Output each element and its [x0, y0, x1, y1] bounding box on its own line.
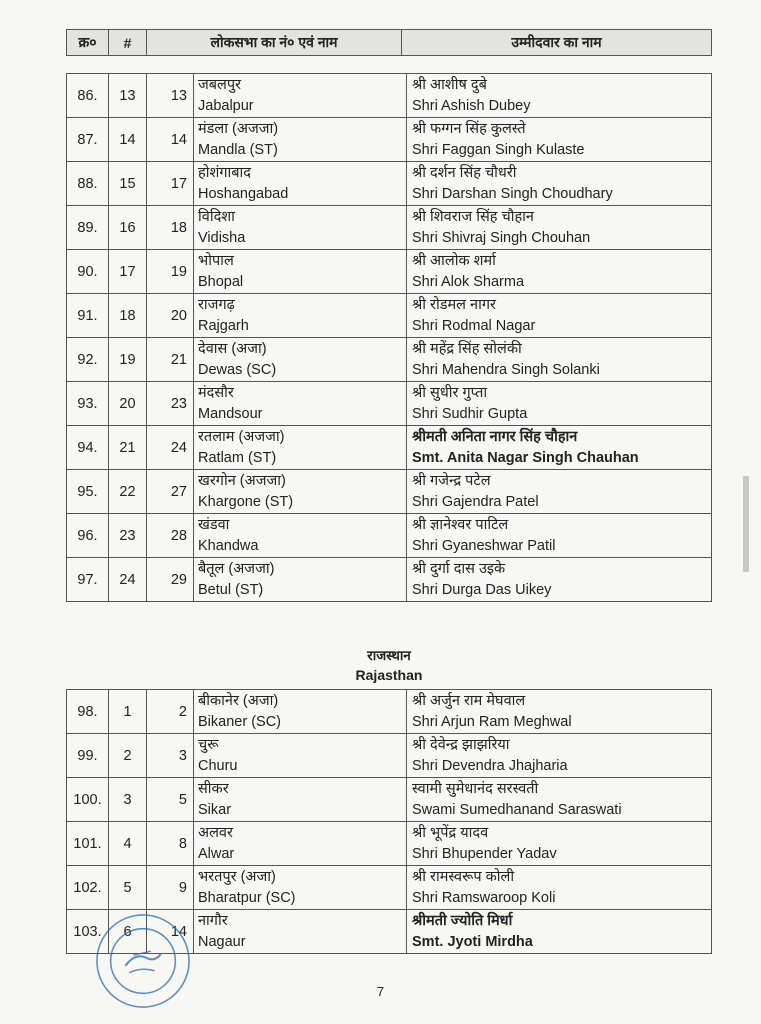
constituency-name-english: Bhopal: [198, 274, 244, 290]
state-seq-number: 3: [109, 778, 147, 822]
constituency-name-hindi: मंडला (अजजा): [198, 121, 279, 137]
constituency-name-hindi: रतलाम (अजजा): [198, 429, 285, 445]
candidate-name-hindi: श्री देवेन्द्र झाझरिया: [412, 737, 510, 753]
constituency-number: 14: [147, 118, 194, 162]
table-row: [67, 206, 712, 250]
serial-number: 94.: [67, 426, 109, 470]
table-row: [67, 162, 712, 206]
state-seq-number: 24: [109, 558, 147, 602]
serial-number: 88.: [67, 162, 109, 206]
table-row: [67, 74, 712, 118]
candidate-cell: [407, 514, 712, 558]
candidate-name-hindi: श्री ज्ञानेश्वर पाटिल: [412, 517, 509, 533]
constituency-name-english: Mandla (ST): [198, 142, 278, 158]
constituency-name-hindi: बैतूल (अजजा): [198, 561, 275, 577]
constituency-name-english: Betul (ST): [198, 582, 264, 598]
header-constituency: लोकसभा का नं० एवं नाम: [147, 30, 402, 56]
table-row: [67, 382, 712, 426]
constituency-name-hindi: देवास (अजा): [198, 341, 267, 357]
constituency-name-hindi: विदिशा: [198, 209, 235, 225]
table-row: [67, 866, 712, 910]
constituency-number: 14: [147, 910, 194, 954]
constituency-name-hindi: राजगढ़: [198, 297, 235, 313]
state-seq-number: 22: [109, 470, 147, 514]
constituency-number: 27: [147, 470, 194, 514]
candidate-cell: [407, 382, 712, 426]
constituency-cell: [194, 514, 407, 558]
state-seq-number: 6: [109, 910, 147, 954]
table-row: [67, 470, 712, 514]
table-row: [67, 690, 712, 734]
serial-number: 99.: [67, 734, 109, 778]
candidate-name-hindi: श्री रोडमल नागर: [412, 297, 496, 313]
state-heading-english: Rajasthan: [355, 667, 423, 683]
candidate-cell: [407, 294, 712, 338]
serial-number: 91.: [67, 294, 109, 338]
candidate-name-english: Shri Arjun Ram Meghwal: [412, 714, 572, 730]
constituency-name-english: Khandwa: [198, 538, 259, 554]
constituency-name-english: Churu: [198, 758, 238, 774]
serial-number: 90.: [67, 250, 109, 294]
constituency-name-hindi: बीकानेर (अजा): [198, 693, 279, 709]
candidate-name-hindi: श्री रामस्वरूप कोली: [412, 869, 515, 885]
constituency-number: 23: [147, 382, 194, 426]
candidate-name-hindi: श्री महेंद्र सिंह सोलंकी: [412, 341, 522, 357]
candidate-name-english: Shri Ashish Dubey: [412, 98, 531, 114]
constituency-name-hindi: अलवर: [198, 825, 233, 841]
constituency-cell: [194, 778, 407, 822]
constituency-cell: [194, 734, 407, 778]
serial-number: 96.: [67, 514, 109, 558]
candidate-name-hindi: श्री सुधीर गुप्ता: [412, 385, 488, 401]
candidate-name-hindi: श्री फग्गन सिंह कुलस्ते: [412, 121, 526, 137]
constituency-number: 28: [147, 514, 194, 558]
constituency-number: 8: [147, 822, 194, 866]
state-seq-number: 15: [109, 162, 147, 206]
constituency-cell: [194, 206, 407, 250]
constituency-number: 19: [147, 250, 194, 294]
candidate-name-english: Shri Shivraj Singh Chouhan: [412, 230, 591, 246]
candidate-cell: [407, 426, 712, 470]
serial-number: 97.: [67, 558, 109, 602]
state-seq-number: 17: [109, 250, 147, 294]
constituency-cell: [194, 294, 407, 338]
state-heading-hindi: राजस्थान: [367, 648, 411, 663]
header-sn: क्र०: [67, 30, 109, 56]
constituency-cell: [194, 910, 407, 954]
table-row: [67, 822, 712, 866]
state-seq-number: 1: [109, 690, 147, 734]
constituency-name-english: Bikaner (SC): [198, 714, 281, 730]
constituency-cell: [194, 470, 407, 514]
table-row: [67, 558, 712, 602]
candidate-cell: [407, 734, 712, 778]
candidate-cell: [407, 338, 712, 382]
candidate-name-english: Shri Durga Das Uikey: [412, 582, 552, 598]
constituency-cell: [194, 866, 407, 910]
serial-number: 98.: [67, 690, 109, 734]
table-row: [67, 250, 712, 294]
candidate-name-english: Smt. Jyoti Mirdha: [412, 934, 533, 950]
state-seq-number: 18: [109, 294, 147, 338]
candidate-name-english: Shri Gajendra Patel: [412, 494, 539, 510]
constituency-name-hindi: भरतपुर (अजा): [198, 869, 276, 885]
candidate-name-english: Shri Rodmal Nagar: [412, 318, 536, 334]
constituency-cell: [194, 690, 407, 734]
candidate-cell: [407, 74, 712, 118]
constituency-name-hindi: सीकर: [198, 781, 229, 797]
constituency-name-english: Alwar: [198, 846, 235, 862]
table-row: [67, 118, 712, 162]
candidate-name-english: Shri Darshan Singh Choudhary: [412, 186, 613, 202]
candidate-name-english: Shri Devendra Jhajharia: [412, 758, 568, 774]
constituency-cell: [194, 118, 407, 162]
candidate-name-english: Shri Gyaneshwar Patil: [412, 538, 556, 554]
constituency-name-hindi: होशंगाबाद: [198, 165, 251, 181]
constituency-cell: [194, 74, 407, 118]
serial-number: 103.: [67, 910, 109, 954]
constituency-cell: [194, 426, 407, 470]
candidate-cell: [407, 690, 712, 734]
constituency-name-hindi: नागौर: [198, 913, 228, 929]
constituency-name-hindi: मंदसौर: [198, 385, 234, 401]
candidate-name-hindi: श्री आलोक शर्मा: [412, 253, 496, 269]
serial-number: 102.: [67, 866, 109, 910]
constituency-cell: [194, 822, 407, 866]
serial-number: 86.: [67, 74, 109, 118]
candidate-name-english: Shri Sudhir Gupta: [412, 406, 528, 422]
constituency-cell: [194, 558, 407, 602]
candidate-name-english: Shri Bhupender Yadav: [412, 846, 557, 862]
state-seq-number: 19: [109, 338, 147, 382]
table-row: [67, 338, 712, 382]
candidate-name-english: Shri Alok Sharma: [412, 274, 525, 290]
constituency-name-english: Hoshangabad: [198, 186, 289, 202]
constituency-name-hindi: चुरू: [198, 737, 219, 753]
state-seq-number: 5: [109, 866, 147, 910]
serial-number: 93.: [67, 382, 109, 426]
page-edge-shadow: [743, 476, 749, 572]
candidate-name-hindi: श्री गजेन्द्र पटेल: [412, 473, 491, 489]
constituency-name-english: Khargone (ST): [198, 494, 294, 510]
candidate-cell: [407, 866, 712, 910]
table-row: [67, 426, 712, 470]
table-row: [67, 514, 712, 558]
table-header: [66, 29, 712, 56]
state-seq-number: 23: [109, 514, 147, 558]
table-row: [67, 294, 712, 338]
serial-number: 101.: [67, 822, 109, 866]
constituency-number: 3: [147, 734, 194, 778]
state-seq-number: 20: [109, 382, 147, 426]
candidate-name-hindi: श्री शिवराज सिंह चौहान: [412, 209, 534, 225]
state-seq-number: 4: [109, 822, 147, 866]
candidate-name-english: Swami Sumedhanand Saraswati: [412, 802, 622, 818]
constituency-number: 5: [147, 778, 194, 822]
state-seq-number: 13: [109, 74, 147, 118]
constituency-name-hindi: खंडवा: [198, 517, 230, 533]
candidate-name-hindi: श्री अर्जुन राम मेघवाल: [412, 693, 526, 709]
serial-number: 92.: [67, 338, 109, 382]
candidate-name-english: Smt. Anita Nagar Singh Chauhan: [412, 450, 639, 466]
candidate-name-hindi: श्री आशीष दुबे: [412, 77, 487, 93]
candidate-name-hindi: श्री दर्शन सिंह चौधरी: [412, 165, 517, 181]
candidate-name-hindi: श्रीमती अनिता नागर सिंह चौहान: [412, 429, 578, 445]
constituency-number: 20: [147, 294, 194, 338]
constituency-name-english: Rajgarh: [198, 318, 249, 334]
constituency-name-english: Bharatpur (SC): [198, 890, 296, 906]
constituency-cell: [194, 382, 407, 426]
constituency-number: 2: [147, 690, 194, 734]
constituency-name-english: Ratlam (ST): [198, 450, 277, 466]
state-seq-number: 2: [109, 734, 147, 778]
candidate-cell: [407, 250, 712, 294]
constituency-name-hindi: खरगोन (अजजा): [198, 473, 286, 489]
header-hash: #: [109, 30, 147, 56]
candidate-name-english: Shri Mahendra Singh Solanki: [412, 362, 600, 378]
serial-number: 100.: [67, 778, 109, 822]
constituency-number: 17: [147, 162, 194, 206]
header-candidate: उम्मीदवार का नाम: [402, 30, 712, 56]
candidate-name-hindi: श्री भूपेंद्र यादव: [412, 825, 489, 841]
table-row: [67, 734, 712, 778]
constituency-number: 24: [147, 426, 194, 470]
candidate-cell: [407, 558, 712, 602]
candidate-cell: [407, 206, 712, 250]
state-seq-number: 14: [109, 118, 147, 162]
constituency-number: 9: [147, 866, 194, 910]
candidate-cell: [407, 822, 712, 866]
candidate-cell: [407, 162, 712, 206]
constituency-cell: [194, 338, 407, 382]
serial-number: 87.: [67, 118, 109, 162]
constituency-name-english: Nagaur: [198, 934, 246, 950]
constituency-number: 13: [147, 74, 194, 118]
candidate-name-hindi: श्रीमती ज्योति मिर्धा: [412, 913, 513, 929]
candidate-cell: [407, 778, 712, 822]
constituency-name-english: Dewas (SC): [198, 362, 277, 378]
constituency-number: 18: [147, 206, 194, 250]
page-number: 7: [376, 984, 385, 999]
state-seq-number: 16: [109, 206, 147, 250]
candidate-name-hindi: श्री दुर्गा दास उइके: [412, 561, 506, 577]
candidate-name-english: Shri Faggan Singh Kulaste: [412, 142, 585, 158]
constituency-name-english: Mandsour: [198, 406, 263, 422]
constituency-cell: [194, 162, 407, 206]
candidate-cell: [407, 470, 712, 514]
constituency-name-english: Jabalpur: [198, 98, 254, 114]
candidate-cell: [407, 910, 712, 954]
constituency-name-hindi: जबलपुर: [198, 77, 242, 93]
candidate-name-english: Shri Ramswaroop Koli: [412, 890, 556, 906]
candidates-table-mp: [66, 73, 712, 602]
table-row: [67, 778, 712, 822]
constituency-number: 29: [147, 558, 194, 602]
constituency-name-english: Vidisha: [198, 230, 246, 246]
constituency-name-english: Sikar: [198, 802, 232, 818]
state-seq-number: 21: [109, 426, 147, 470]
constituency-name-hindi: भोपाल: [198, 253, 234, 269]
serial-number: 95.: [67, 470, 109, 514]
constituency-cell: [194, 250, 407, 294]
constituency-number: 21: [147, 338, 194, 382]
candidate-name-hindi: स्वामी सुमेधानंद सरस्वती: [412, 781, 539, 797]
candidate-cell: [407, 118, 712, 162]
serial-number: 89.: [67, 206, 109, 250]
